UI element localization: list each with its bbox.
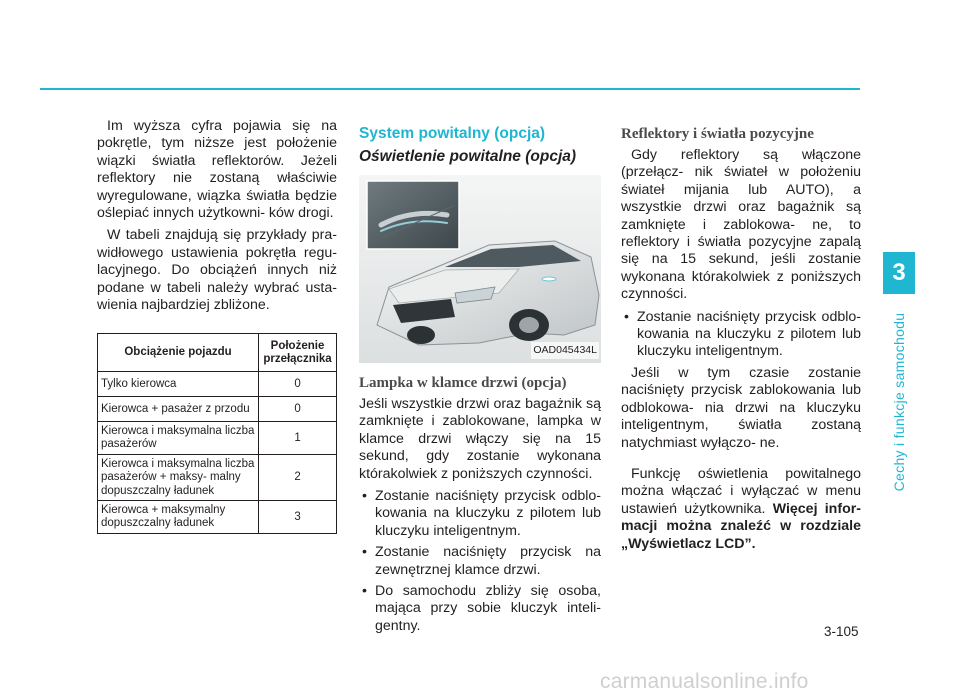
table-cell-position: 2 <box>259 455 337 501</box>
headlights-heading: Reflektory i światła pozycyjne <box>621 126 814 142</box>
table-cell-position: 0 <box>259 372 337 397</box>
headlights-cancel-text: Jeśli w tym czasie zostanie naciśnięty przycisk zablokowania lub odblokowa- nia drzwi na kluczyku inteligentnym, światła zostaną natychmiast wyłączo- ne. <box>621 364 861 451</box>
list-item: • Zostanie naciśnięty przycisk na zewnętrznej klamce drzwi. <box>359 544 601 579</box>
table-cell-load: Tylko kierowca <box>98 372 259 397</box>
top-rule <box>40 88 860 90</box>
paragraph-table-intro: W tabeli znajdują się przykłady pra- widłowego ustawienia pokrętła regu- lacyjnego. Do obciążeń innych niż podane w tabeli należy wybrać usta- wienia najbardziej zbliżone. <box>97 227 337 314</box>
lamp-heading: Lampka w klamce drzwi (opcja) <box>359 375 567 391</box>
image-code: OAD045434L <box>531 342 599 359</box>
headlights-conditions-list <box>621 309 861 361</box>
table-header-position: Położenie przełącznika <box>259 334 337 372</box>
car-door-handle-photo <box>359 175 601 363</box>
watermark: carmanualsonline.info <box>600 670 809 693</box>
table-header-row <box>98 334 337 372</box>
table-row <box>98 501 337 534</box>
settings-note-plain: Funkcję oświetlenia powitalnego można włączać i wyłączać w menu ustawień użytkownika. <box>621 465 861 517</box>
table-cell-position: 1 <box>259 422 337 455</box>
column-left <box>97 118 337 534</box>
column-right <box>621 124 861 553</box>
lamp-description: Jeśli wszystkie drzwi oraz bagażnik są zamknięte i zablokowane, lampka w klamce drzwi włączy się na 15 sekund, gdy zostanie wykonana którakolwiek z poniższych czynności. <box>359 396 601 482</box>
table-cell-position: 3 <box>259 501 337 534</box>
table-row <box>98 422 337 455</box>
list-item: • Zostanie naciśnięty przycisk odblo- kowania na kluczyku z pilotem lub kluczyku inteligentnym. <box>359 488 601 540</box>
column-middle <box>359 124 601 639</box>
load-table <box>97 333 337 534</box>
table-row <box>98 397 337 422</box>
table-cell-load: Kierowca + pasażer z przodu <box>98 397 259 422</box>
headlights-description: Gdy reflektory są włączone (przełącz- nik świateł w położeniu świateł mijania lub AUTO), a wszystkie drzwi oraz bagażnik są zamknięte i zablokowa- ne, to reflektory i światła pozycyjne zapalą się na 15 sekund, jeśli zostanie wykonana którakolwiek z poniższych czynności. <box>621 147 861 303</box>
section-subheading: Oświetlenie powitalne (opcja) <box>359 148 577 165</box>
chapter-side-tab <box>883 100 915 630</box>
settings-note-bold: Więcej infor- macji można znaleźć w rozdziale „Wyświetlacz LCD”. <box>621 500 861 552</box>
settings-note <box>621 466 861 553</box>
lamp-conditions-list <box>359 488 601 635</box>
table-cell-load: Kierowca i maksymalna liczba pasażerów + maksy- malny dopuszczalny ładunek <box>98 455 259 501</box>
list-item: • Zostanie naciśnięty przycisk odblo- kowania na kluczyku z pilotem lub kluczyku inteligentnym. <box>621 309 861 361</box>
table-cell-position: 0 <box>259 397 337 422</box>
section-heading: System powitalny (opcja) <box>359 125 546 142</box>
paragraph-beam-intro: Im wyższa cyfra pojawia się na pokrętle, tym niższe jest położenie wiązki światła reflektorów. Jeżeli reflektory nie zostaną właściwie wyregulowane, wiązka światła będzie oślepiać innych użytkowni- ków drogi. <box>97 118 337 222</box>
table-cell-load: Kierowca i maksymalna liczba pasażerów <box>98 422 259 455</box>
table-cell-load: Kierowca + maksymalny dopuszczalny ładunek <box>98 501 259 534</box>
chapter-title: Cechy i funkcje samochodu <box>891 312 907 492</box>
page-number: 3-105 <box>824 624 859 639</box>
table-header-load: Obciążenie pojazdu <box>98 334 259 372</box>
list-item: • Do samochodu zbliży się osoba, mająca przy sobie kluczyk inteli- gentny. <box>359 583 601 635</box>
car-illustration <box>359 175 601 363</box>
chapter-number: 3 <box>883 252 915 294</box>
table-row <box>98 372 337 397</box>
table-row <box>98 455 337 501</box>
